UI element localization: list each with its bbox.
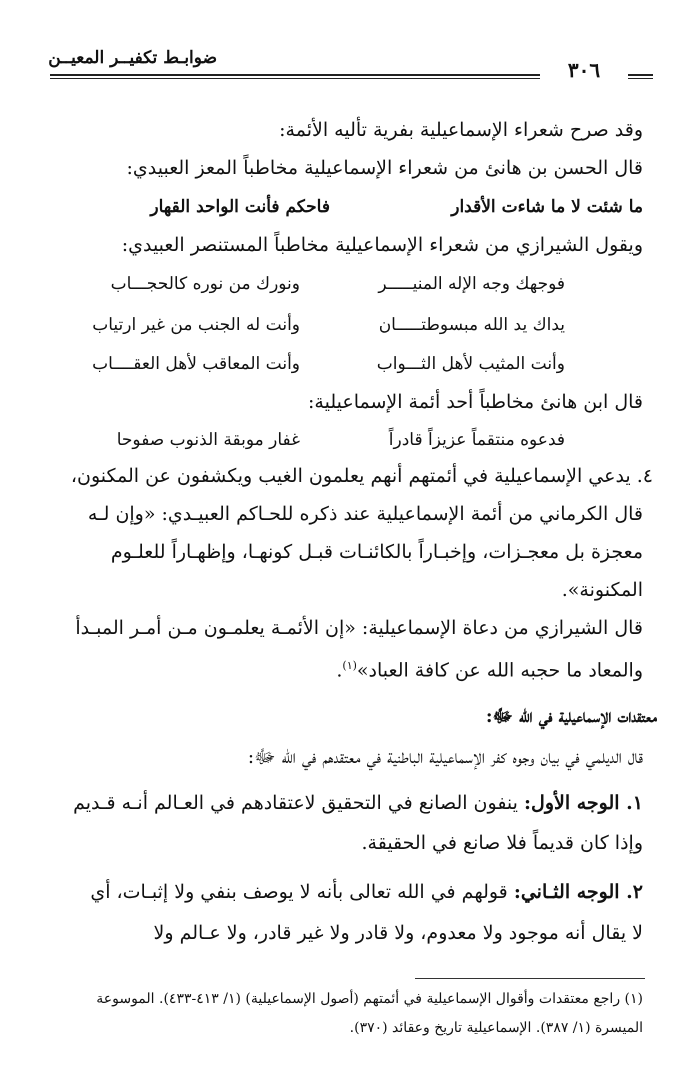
text-line: ٤. يدعي الإسماعيلية في أئمتهم أنهم يعلمون الغيب ويكشفون عن المكنون،	[70, 465, 653, 487]
text-line	[30, 651, 643, 685]
poem-hemistich-right: وأنت المثيب لأهل الثـــواب	[376, 354, 565, 374]
poem-hemistich-right: فوجهك وجه الإله المنيـــــر	[378, 274, 565, 294]
verse-hemistich-right: ما شئت لا ما شاءت الأقدار	[451, 197, 643, 217]
text-line: قال ابن هانئ مخاطباً أحد أئمة الإسماعيلية:	[308, 391, 643, 413]
text-line: معجزة بل معجـزات، وإخبـاراً بالكائنـات قبـل كونهـا، وإظهـاراً للعلـوم	[110, 541, 643, 563]
text-line: لا يقال أنه موجود ولا معدوم، ولا قادر ولا غير قادر، ولا عـالم ولا	[153, 922, 643, 944]
list-item	[30, 788, 643, 818]
verse-hemistich-left: فاحكم فأنت الواحد القهار	[150, 197, 330, 217]
list-item	[30, 877, 643, 907]
text-line: المكنونة».	[561, 579, 643, 601]
footnote-ref[interactable]: (١)	[342, 659, 357, 672]
verse-hemistich-left: غفار موبقة الذنوب صفوحا	[116, 430, 300, 450]
text-line: قال الشيرازي من دعاة الإسماعيلية: «إن الأئمـة يعلمـون مـن أمـر المبـدأ	[75, 617, 643, 639]
footnote-line: (١) راجع معتقدات وأقوال الإسماعيلية في أئمتهم (أصول الإسماعيلية) (١/ ٤١٣-٤٣٣). الموسوعة	[96, 991, 643, 1007]
section-heading: معتقدات الإسماعيلية في الله ﷻ:	[485, 706, 657, 727]
period: .	[336, 659, 343, 682]
item-label: ٢. الوجه الثـاني:	[513, 881, 643, 903]
item-label: ١. الوجه الأول:	[524, 792, 643, 814]
footnote-line: الميسرة (١/ ٣٨٧). الإسماعيلية تاريخ وعقائد (٣٧٠).	[349, 1020, 643, 1036]
text-line: وقد صرح شعراء الإسماعيلية بفرية تأليه الأئمة:	[279, 119, 643, 141]
item-text: ينفون الصانع في التحقيق لاعتقادهم في العـالم أنـه قـديم	[73, 792, 524, 814]
text-line: قال الكرماني من أئمة الإسماعيلية عند ذكره للحـاكم العبيـدي: «وإن لـه	[87, 503, 643, 525]
poem-hemistich-right: يداك يد الله مبسوطتـــــان	[378, 315, 565, 335]
text-line: قال الحسن بن هانئ من شعراء الإسماعيلية مخاطباً المعز العبيدي:	[126, 157, 643, 179]
poem-hemistich-left: وأنت له الجنب من غير ارتياب	[92, 315, 300, 335]
poem-hemistich-left: وأنت المعاقب لأهل العقــــاب	[92, 354, 300, 374]
item-text: قولهم في الله تعالى بأنه لا يوصف بنفي ولا إثبـات، أي	[90, 881, 514, 903]
page-number: ٣٠٦	[540, 58, 628, 82]
text-line: ويقول الشيرازي من شعراء الإسماعيلية مخاطباً المستنصر العبيدي:	[121, 234, 643, 256]
poem-hemistich-left: ونورك من نوره كالحجـــاب	[110, 274, 300, 294]
text-line: قال الديلمي في بيان وجوه كفر الإسماعيلية الباطنية في معتقدهم في الله ﷻ:	[247, 746, 643, 768]
footnote-rule	[415, 978, 645, 979]
text-line: وإذا كان قديماً فلا صانع في الحقيقة.	[361, 832, 643, 854]
running-title: ضوابـط تكفيــر المعيــن	[48, 48, 217, 68]
quote-text: والمعاد ما حجبه الله عن كافة العباد»	[356, 659, 643, 682]
verse-hemistich-right: فدعوه منتقماً عزيزاً قادراً	[388, 430, 565, 450]
